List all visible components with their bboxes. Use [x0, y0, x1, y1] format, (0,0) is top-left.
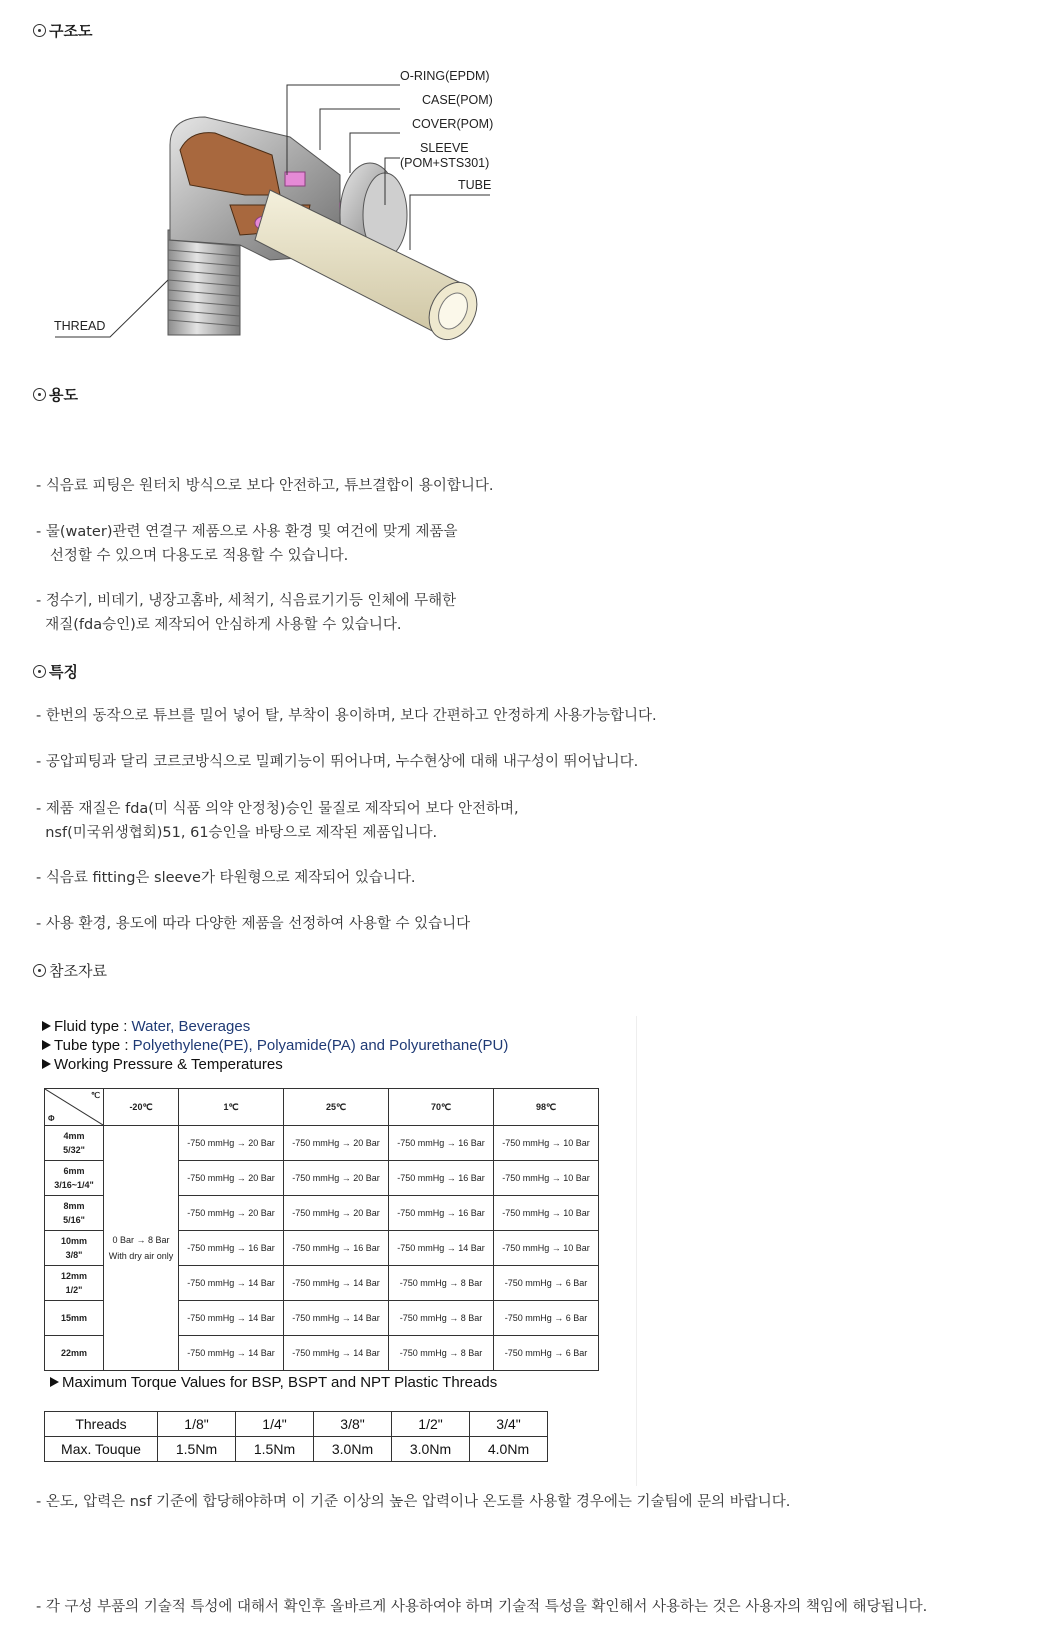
pressure-value: -750 mmHg → 14 Bar: [284, 1301, 389, 1336]
pressure-title: Working Pressure & Temperatures: [54, 1056, 283, 1073]
threads-header: Threads: [45, 1412, 158, 1437]
section-title-structure: [33, 20, 92, 41]
table-row: [45, 1412, 548, 1437]
usage-line: 재질(fda승인)로 제작되어 안심하게 사용할 수 있습니다.: [36, 617, 402, 633]
pressure-value: -750 mmHg → 16 Bar: [284, 1231, 389, 1266]
section-title-text: 참조자료: [49, 962, 107, 980]
feature-line: - 한번의 동작으로 튜브를 밀어 넣어 탈, 부착이 용이하며, 보다 간편하고 안정하게 사용가능합니다.: [36, 708, 657, 724]
pressure-value: -750 mmHg → 14 Bar: [389, 1231, 494, 1266]
usage-line: - 식음료 피팅은 원터치 방식으로 보다 안전하고, 튜브결합이 용이합니다.: [36, 478, 494, 494]
torque-value: 1.5Nm: [158, 1437, 236, 1462]
pressure-value: -750 mmHg → 6 Bar: [494, 1266, 599, 1301]
tube-type-label: Tube type :: [54, 1037, 133, 1054]
size-inch: 1/2": [65, 1285, 83, 1295]
thread-size: 3/4": [470, 1412, 548, 1437]
torque-title: Maximum Torque Values for BSP, BSPT and NPT Plastic Threads: [62, 1374, 498, 1391]
feature-item: [36, 750, 638, 774]
triangle-bullet-icon: [42, 1059, 51, 1069]
size-inch: 5/32": [63, 1145, 85, 1155]
size-cell: [45, 1126, 104, 1161]
label-thread: THREAD: [54, 319, 106, 333]
corner-diameter-symbol: Φ: [48, 1114, 55, 1123]
thread-part: [168, 230, 240, 335]
circle-dot-icon: [33, 388, 46, 401]
note-text: - 온도, 압력은 nsf 기준에 합당해야하며 이 기준 이상의 높은 압력이나 온도를 사용할 경우에는 기술팀에 문의 바랍니다.: [36, 1494, 791, 1510]
section-title-text: 특징: [49, 663, 78, 681]
pressure-value: -750 mmHg → 8 Bar: [389, 1266, 494, 1301]
note-pressure: [36, 1490, 790, 1514]
pressure-value: -750 mmHg → 20 Bar: [179, 1196, 284, 1231]
section-title-text: 용도: [49, 386, 78, 404]
pressure-value: -750 mmHg → 20 Bar: [284, 1126, 389, 1161]
torque-value: 3.0Nm: [392, 1437, 470, 1462]
fluid-type-line: [42, 1018, 250, 1035]
section-title-reference: [33, 960, 107, 981]
fluid-type-value: Water, Beverages: [131, 1018, 251, 1035]
triangle-bullet-icon: [50, 1377, 59, 1387]
thread-size: 1/2": [392, 1412, 470, 1437]
low-temp-note: With dry air only: [108, 1251, 174, 1261]
size-mm: 22mm: [60, 1348, 87, 1358]
usage-line: - 정수기, 비데기, 냉장고홈바, 세척기, 식음료기기등 인체에 무해한: [36, 593, 457, 609]
label-sleeve-material: (POM+STS301): [400, 156, 490, 170]
pressure-value: -750 mmHg → 14 Bar: [179, 1266, 284, 1301]
label-case: CASE(POM): [422, 93, 493, 107]
size-inch: 3/8": [65, 1250, 83, 1260]
label-oring: O-RING(EPDM): [400, 69, 490, 83]
fitting-structure-diagram: [40, 55, 520, 360]
section-title-features: [33, 661, 78, 682]
circle-dot-icon: [33, 665, 46, 678]
table-header-row: [45, 1089, 599, 1126]
usage-item: [36, 474, 494, 498]
low-temp-note: 0 Bar → 8 Bar: [112, 1235, 170, 1245]
size-mm: 4mm: [63, 1131, 85, 1141]
pressure-temperature-table: [44, 1088, 599, 1371]
feature-line: - 식음료 fitting은 sleeve가 타원형으로 제작되어 있습니다.: [36, 870, 416, 886]
torque-value: 3.0Nm: [314, 1437, 392, 1462]
pressure-value: -750 mmHg → 14 Bar: [179, 1336, 284, 1371]
feature-line: - 제품 재질은 fda(미 식품 의약 안정청)승인 물질로 제작되어 보다 안전하며,: [36, 801, 519, 817]
pressure-value: -750 mmHg → 8 Bar: [389, 1301, 494, 1336]
low-temp-note-cell: [104, 1126, 179, 1371]
label-cover: COVER(POM): [412, 117, 494, 131]
pressure-value: -750 mmHg → 20 Bar: [179, 1126, 284, 1161]
pressure-value: -750 mmHg → 16 Bar: [389, 1161, 494, 1196]
usage-item: [36, 589, 456, 637]
section-title-usage: [33, 384, 78, 405]
pressure-value: -750 mmHg → 10 Bar: [494, 1231, 599, 1266]
label-tube: TUBE: [458, 178, 492, 192]
circle-dot-icon: [33, 24, 46, 37]
triangle-bullet-icon: [42, 1040, 51, 1050]
size-inch: 5/16": [63, 1215, 85, 1225]
pressure-value: -750 mmHg → 10 Bar: [494, 1126, 599, 1161]
size-inch: 3/16~1/4": [54, 1180, 94, 1190]
temp-header: 70℃: [389, 1089, 494, 1126]
usage-line: - 물(water)관련 연결구 제품으로 사용 환경 및 여건에 맞게 제품을: [36, 524, 458, 540]
pressure-value: -750 mmHg → 16 Bar: [389, 1196, 494, 1231]
size-mm: 6mm: [63, 1166, 85, 1176]
max-torque-label: Max. Touque: [45, 1437, 158, 1462]
torque-title-line: [50, 1374, 497, 1391]
size-cell: [45, 1196, 104, 1231]
size-mm: 12mm: [60, 1271, 87, 1281]
feature-item: [36, 866, 415, 890]
thread-size: 1/4": [236, 1412, 314, 1437]
feature-line: - 사용 환경, 용도에 따라 다양한 제품을 선정하여 사용할 수 있습니다: [36, 916, 471, 932]
temp-header: 98℃: [494, 1089, 599, 1126]
label-sleeve: SLEEVE: [420, 141, 469, 155]
table-row: [45, 1437, 548, 1462]
size-cell: [45, 1231, 104, 1266]
reference-box: [36, 1016, 637, 1486]
pressure-value: -750 mmHg → 16 Bar: [389, 1126, 494, 1161]
feature-line: nsf(미국위생협회)51, 61승인을 바탕으로 제작된 제품입니다.: [36, 825, 438, 841]
size-cell: [45, 1336, 104, 1371]
pressure-value: -750 mmHg → 6 Bar: [494, 1301, 599, 1336]
section-title-text: 구조도: [49, 22, 93, 40]
size-mm: 10mm: [60, 1236, 87, 1246]
torque-value: 4.0Nm: [470, 1437, 548, 1462]
usage-item: [36, 520, 458, 568]
temp-header: -20℃: [104, 1089, 179, 1126]
temp-header: 1℃: [179, 1089, 284, 1126]
pressure-value: -750 mmHg → 20 Bar: [284, 1196, 389, 1231]
pressure-value: -750 mmHg → 16 Bar: [179, 1231, 284, 1266]
pressure-value: -750 mmHg → 14 Bar: [284, 1266, 389, 1301]
size-mm: 8mm: [63, 1201, 85, 1211]
pressure-value: -750 mmHg → 20 Bar: [179, 1161, 284, 1196]
torque-value: 1.5Nm: [236, 1437, 314, 1462]
temp-header: 25℃: [284, 1089, 389, 1126]
feature-item: [36, 912, 470, 936]
feature-item: [36, 797, 519, 845]
triangle-bullet-icon: [42, 1021, 51, 1031]
pressure-title-line: [42, 1056, 283, 1073]
tube-type-value: Polyethylene(PE), Polyamide(PA) and Polyurethane(PU): [132, 1037, 509, 1054]
pressure-value: -750 mmHg → 6 Bar: [494, 1336, 599, 1371]
note-text: - 각 구성 부품의 기술적 특성에 대해서 확인후 올바르게 사용하여야 하며 기술적 특성을 확인해서 사용하는 것은 사용자의 책임에 해당됩니다.: [36, 1599, 928, 1615]
thread-size: 1/8": [158, 1412, 236, 1437]
pressure-value: -750 mmHg → 14 Bar: [179, 1301, 284, 1336]
fluid-type-label: Fluid type :: [54, 1018, 132, 1035]
table-row: [45, 1126, 599, 1161]
size-mm: 15mm: [60, 1313, 87, 1323]
pressure-value: -750 mmHg → 20 Bar: [284, 1161, 389, 1196]
thread-size: 3/8": [314, 1412, 392, 1437]
note-responsibility: [36, 1595, 927, 1619]
pressure-value: -750 mmHg → 8 Bar: [389, 1336, 494, 1371]
pressure-value: -750 mmHg → 10 Bar: [494, 1161, 599, 1196]
size-cell: [45, 1161, 104, 1196]
feature-item: [36, 704, 657, 728]
size-cell: [45, 1301, 104, 1336]
torque-table: [44, 1411, 548, 1462]
pressure-value: -750 mmHg → 14 Bar: [284, 1336, 389, 1371]
feature-line: - 공압피팅과 달리 코르코방식으로 밀폐기능이 뛰어나며, 누수현상에 대해 내구성이 뛰어납니다.: [36, 754, 639, 770]
tube-type-line: [42, 1037, 508, 1054]
circle-dot-icon: [33, 964, 46, 977]
corner-cell: [45, 1089, 104, 1126]
usage-line: 선정할 수 있으며 다용도로 적용할 수 있습니다.: [36, 548, 349, 564]
size-cell: [45, 1266, 104, 1301]
pressure-value: -750 mmHg → 10 Bar: [494, 1196, 599, 1231]
corner-temp-unit: ℃: [91, 1091, 100, 1100]
